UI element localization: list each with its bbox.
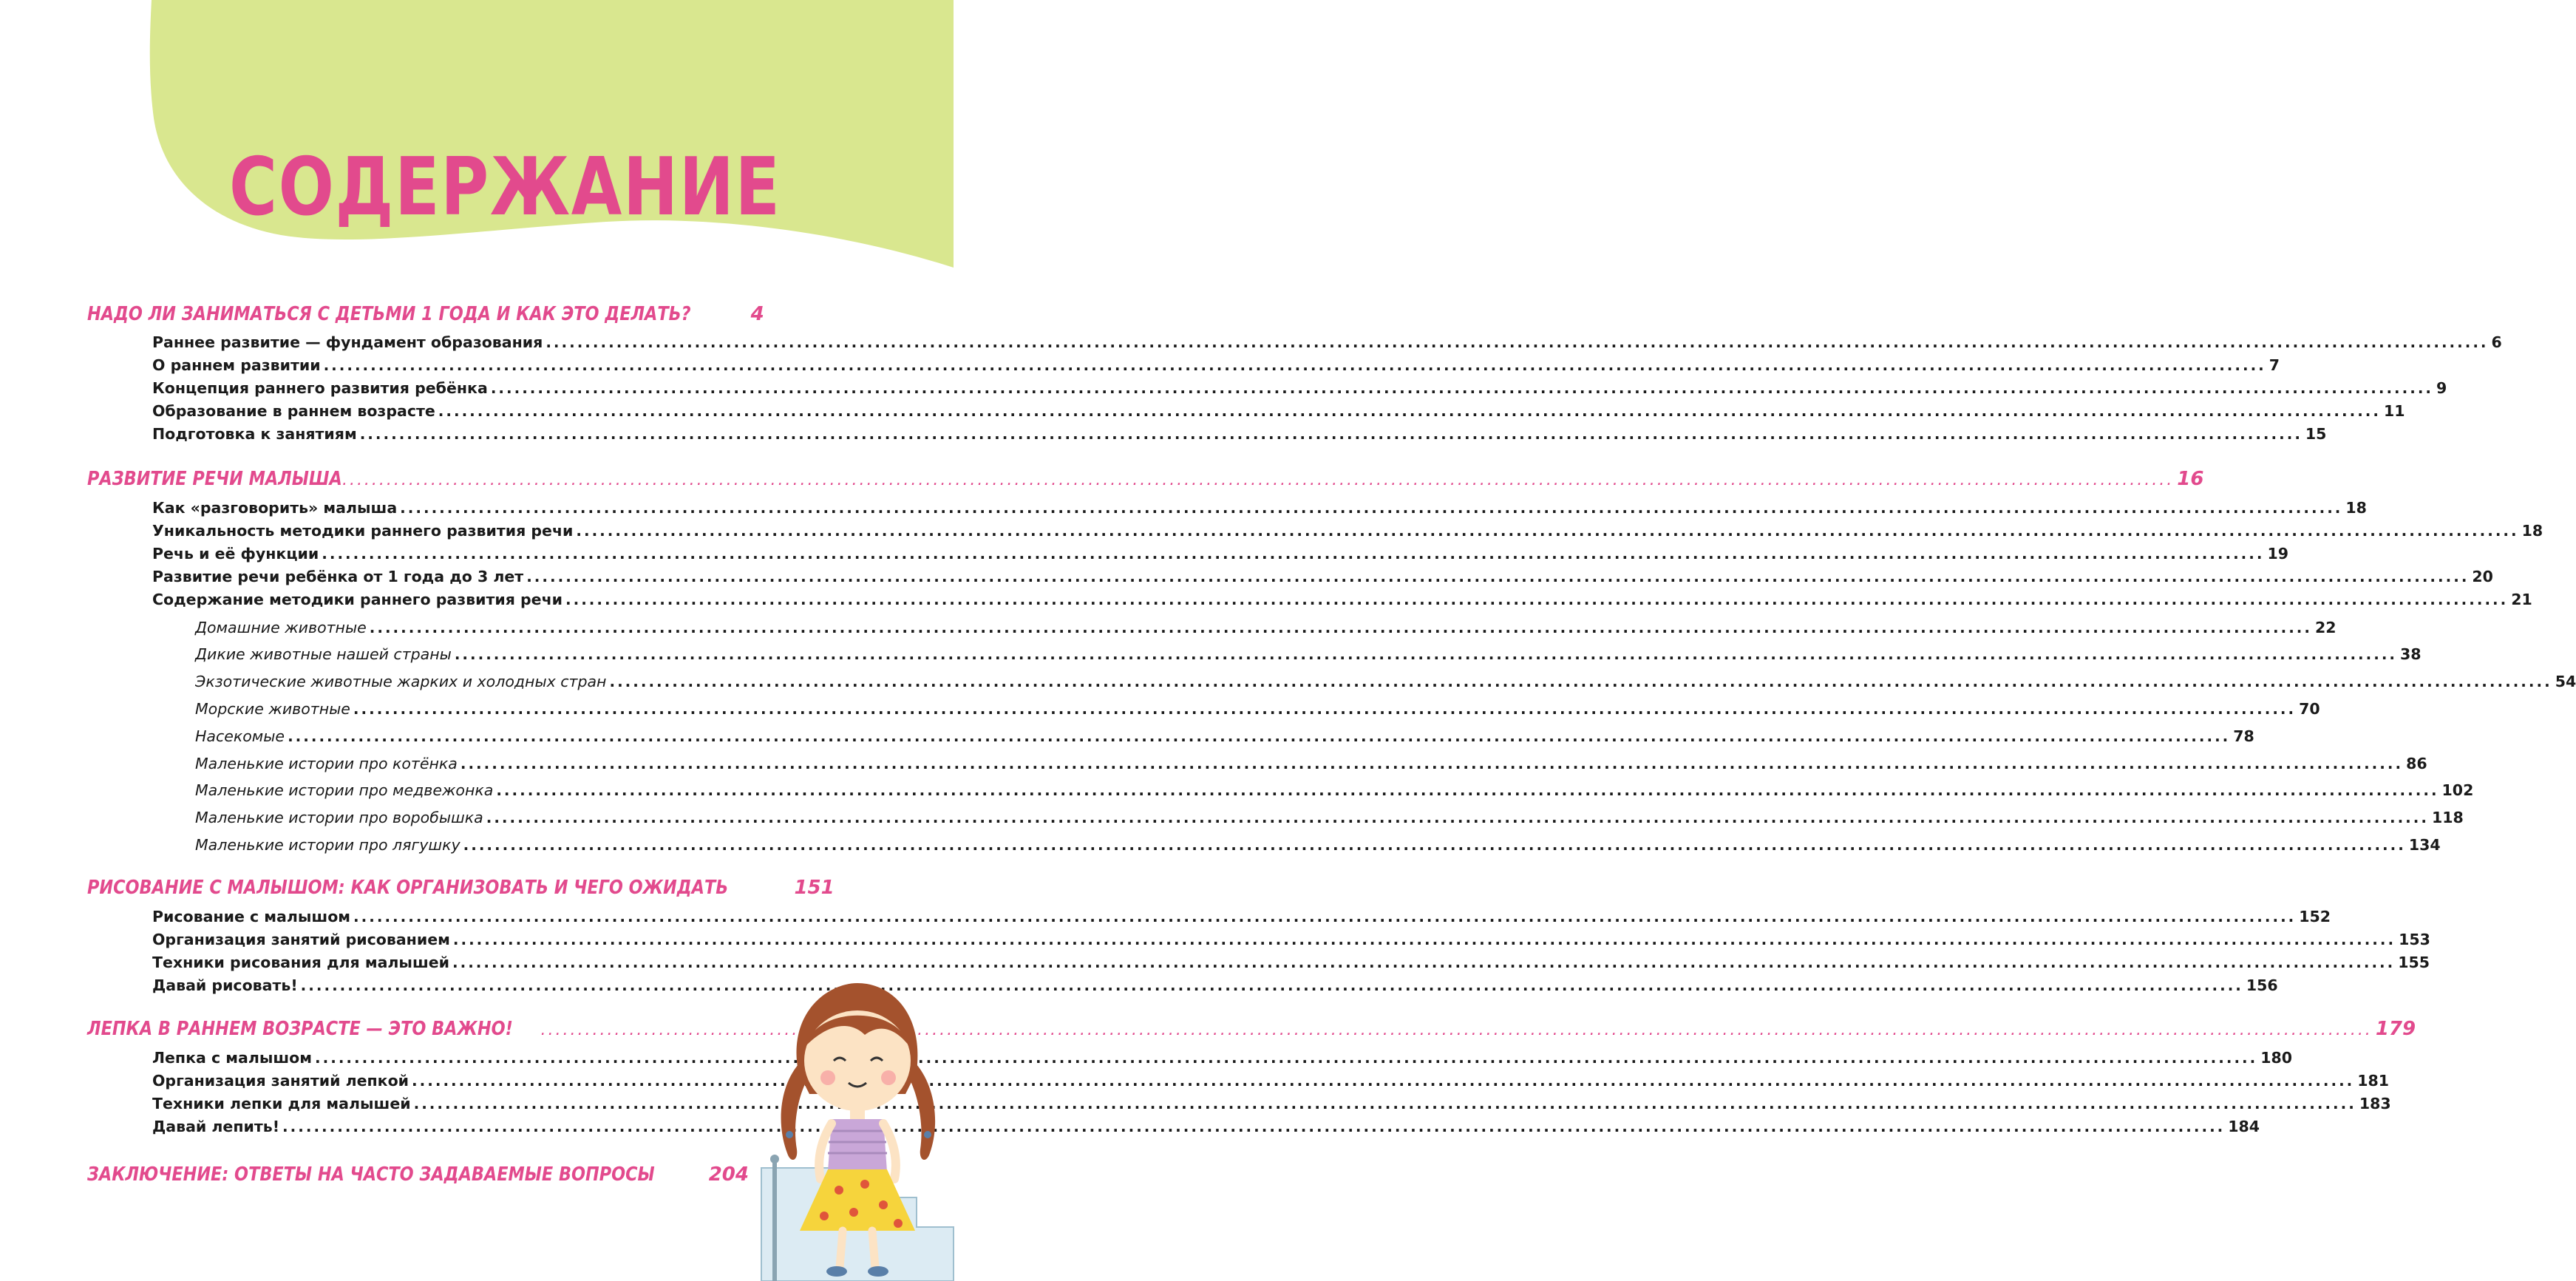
toc-page-number: 19 [2267, 545, 2288, 563]
dot-leader [322, 545, 2264, 563]
toc-page-number: 184 [2228, 1118, 2260, 1135]
toc-item[interactable] [152, 1072, 2390, 1090]
toc-item-label: Речь и её функции [152, 545, 319, 563]
toc-page-number: 20 [2472, 568, 2493, 585]
toc-subitem[interactable] [195, 673, 2576, 690]
toc-item-label: Концепция раннего развития ребёнка [152, 379, 488, 397]
toc-subitem[interactable] [195, 727, 2254, 745]
toc-page-number: 118 [2431, 809, 2464, 826]
toc-item[interactable] [152, 954, 2430, 971]
toc-subitem-label: Дикие животные нашей страны [195, 645, 452, 663]
toc-page-number: 6 [2491, 333, 2502, 351]
toc-page-number: 18 [2521, 522, 2543, 540]
toc-page-number: 22 [2314, 619, 2337, 636]
toc-item-label: Техники лепки для малышей [152, 1095, 411, 1112]
toc-subitem[interactable] [195, 700, 2320, 718]
toc-page-number: 38 [2400, 645, 2422, 663]
dot-leader [324, 356, 2266, 374]
toc-subitem[interactable] [195, 836, 2441, 854]
toc-subitem-label: Морские животные [195, 700, 350, 718]
toc-item-label: Рисование с малышом [152, 908, 351, 925]
dot-leader [438, 402, 2381, 420]
girl-on-stairs-illustration [747, 983, 954, 1281]
toc-item[interactable] [152, 591, 2532, 608]
toc-item[interactable] [152, 545, 2288, 563]
toc-item-label: Раннее развитие — фундамент образования [152, 333, 543, 351]
toc-section-5[interactable] [87, 1163, 749, 1186]
toc-item-label: Содержание методики раннего развития речи [152, 591, 563, 608]
dot-leader [342, 471, 2174, 489]
toc-subitem-label: Маленькие истории про котёнка [195, 755, 458, 772]
toc-page-number: 86 [2406, 755, 2427, 772]
toc-item-label: Техники рисования для малышей [152, 954, 450, 971]
toc-item[interactable] [152, 356, 2280, 374]
dot-leader [565, 591, 2508, 608]
toc-subitem-label: Домашние животные [195, 619, 367, 636]
toc-subitem-label: Экзотические животные жарких и холодных стран [195, 673, 607, 690]
toc-subitem-label: Насекомые [195, 727, 285, 745]
dot-leader [400, 499, 2342, 517]
toc-section-1[interactable] [87, 303, 764, 325]
toc-item-label: Подготовка к занятиям [152, 425, 357, 443]
toc-item[interactable] [152, 976, 2278, 994]
toc-item[interactable] [152, 499, 2367, 517]
toc-item[interactable] [152, 425, 2327, 443]
toc-item-label: О раннем развитии [152, 356, 321, 374]
page-title: СОДЕРЖАНИЕ [229, 141, 781, 234]
dot-leader [576, 522, 2518, 540]
toc-page-number: 70 [2299, 700, 2320, 718]
toc-item-label: Образование в раннем возрасте [152, 402, 435, 420]
toc-item-label: Организация занятий рисованием [152, 931, 450, 948]
dot-leader [353, 700, 2296, 718]
toc-subitem[interactable] [195, 781, 2474, 799]
toc-item[interactable] [152, 402, 2405, 420]
toc-subitem[interactable] [195, 645, 2422, 663]
toc-page-number: 7 [2269, 356, 2280, 374]
toc-item[interactable] [152, 568, 2493, 585]
dot-leader [526, 568, 2469, 585]
toc-item-label: Лепка с малышом [152, 1049, 313, 1067]
toc-section-3[interactable] [87, 877, 835, 899]
dot-leader [282, 1118, 2225, 1135]
dot-leader [486, 809, 2429, 826]
toc-item[interactable] [152, 522, 2543, 540]
toc-subitem[interactable] [195, 755, 2427, 772]
toc-page-number: 153 [2399, 931, 2430, 948]
toc-page-number: 181 [2357, 1072, 2390, 1090]
toc-section-4[interactable] [87, 1018, 2416, 1040]
toc-page-number: 152 [2299, 908, 2331, 925]
toc-subitem-label: Маленькие истории про воробышка [195, 809, 483, 826]
dot-leader [455, 645, 2397, 663]
toc-item-label: Давай лепить! [152, 1118, 280, 1135]
dot-leader [452, 954, 2395, 971]
dot-leader [412, 1072, 2354, 1090]
toc-item[interactable] [152, 931, 2430, 948]
toc-page-number: 21 [2511, 591, 2532, 608]
toc-item-label: Как «разговорить» малыша [152, 499, 398, 517]
toc-section-label: РИСОВАНИЕ С МАЛЫШОМ: КАК ОРГАНИЗОВАТЬ И ЧЕГО ОЖИДАТЬ [87, 877, 729, 899]
toc-subitem[interactable] [195, 809, 2464, 826]
toc-page-number: 54 [2555, 673, 2576, 690]
toc-page-number: 78 [2233, 727, 2254, 745]
toc-section-label: НАДО ЛИ ЗАНИМАТЬСЯ С ДЕТЬМИ 1 ГОДА И КАК ЭТО ДЕЛАТЬ? [87, 303, 691, 325]
dot-leader [461, 755, 2403, 772]
toc-item[interactable] [152, 1049, 2293, 1067]
toc-item-label: Давай рисовать! [152, 976, 298, 994]
toc-subitem-label: Маленькие истории про лягушку [195, 836, 461, 854]
toc-page-number: 18 [2345, 499, 2367, 517]
toc-page-number: 156 [2246, 976, 2278, 994]
toc-section-label: ЗАКЛЮЧЕНИЕ: ОТВЕТЫ НА ЧАСТО ЗАДАВАЕМЫЕ ВОПРОСЫ [87, 1163, 655, 1186]
toc-subitem[interactable] [195, 619, 2337, 636]
toc-page-number: 155 [2398, 954, 2430, 971]
toc-item[interactable] [152, 333, 2502, 351]
toc-page-number: 151 [794, 877, 835, 899]
toc-page-number: 134 [2408, 836, 2441, 854]
toc-page-number: 180 [2260, 1049, 2293, 1067]
dot-leader [288, 727, 2230, 745]
dot-leader [360, 425, 2303, 443]
toc-page-number: 179 [2375, 1018, 2416, 1040]
toc-page-number: 11 [2384, 402, 2405, 420]
dot-leader [414, 1095, 2356, 1112]
toc-section-label: РАЗВИТИЕ РЕЧИ МАЛЫША [87, 468, 342, 490]
toc-page-number: 9 [2436, 379, 2447, 397]
toc-item[interactable] [152, 1095, 2391, 1112]
toc-item-label: Развитие речи ребёнка от 1 года до 3 лет [152, 568, 524, 585]
toc-page-number: 16 [2177, 468, 2204, 490]
toc-item[interactable] [152, 1118, 2260, 1135]
toc-page-number: 15 [2305, 425, 2327, 443]
dot-leader [370, 619, 2312, 636]
toc-page-number: 204 [708, 1163, 749, 1186]
dot-leader [546, 333, 2488, 351]
toc-subitem-label: Маленькие истории про медвежонка [195, 781, 494, 799]
toc-item[interactable] [152, 379, 2447, 397]
toc-section-label: ЛЕПКА В РАННЕМ ВОЗРАСТЕ — ЭТО ВАЖНО! [87, 1018, 513, 1040]
dot-leader [609, 673, 2552, 690]
dot-leader [301, 976, 2243, 994]
toc-item-label: Уникальность методики раннего развития речи [152, 522, 574, 540]
toc-section-2[interactable] [87, 468, 2204, 490]
dot-leader [353, 908, 2296, 925]
dot-leader [463, 836, 2406, 854]
dot-leader [315, 1049, 2257, 1067]
dot-leader [491, 379, 2433, 397]
toc-page-number: 4 [750, 303, 764, 325]
toc-page-number: 102 [2441, 781, 2474, 799]
dot-leader [453, 931, 2396, 948]
toc-item[interactable] [152, 908, 2331, 925]
toc-page-number: 183 [2359, 1095, 2391, 1112]
dot-leader [496, 781, 2439, 799]
toc-item-label: Организация занятий лепкой [152, 1072, 409, 1090]
